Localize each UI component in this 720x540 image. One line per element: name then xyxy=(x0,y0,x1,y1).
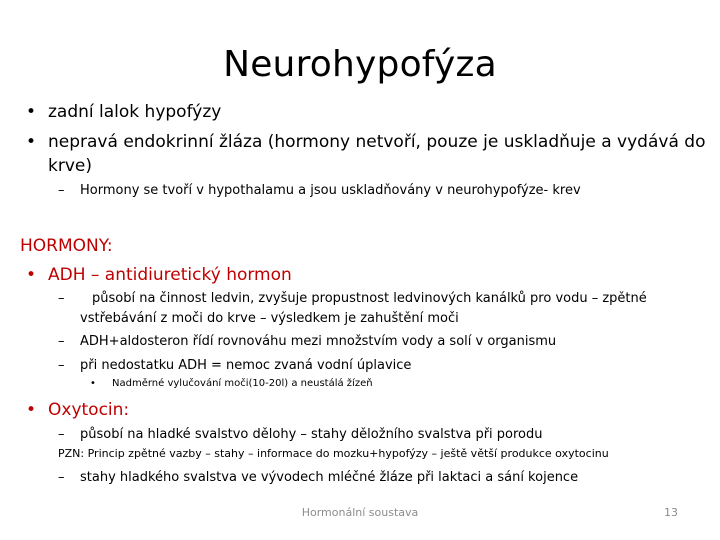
oxytocin-item-2: stahy hladkého svalstva ve vývodech mléčné žláze při laktaci a sání kojence xyxy=(80,470,579,485)
bullet-neprava-zlaza-cont: krve) xyxy=(48,156,92,176)
adh-item-2: ADH+aldosteron řídí rovnováhu mezi množstvím vody a solí v organismu xyxy=(80,334,557,349)
sub-bullet-hormony-tvori: Hormony se tvoří v hypothalamu a jsou uskladňovány v neurohypofýze- krev xyxy=(80,183,581,198)
bullet-neprava-zlaza: nepravá endokrinní žláza (hormony netvoří, pouze je uskladňuje a vydává do xyxy=(48,132,706,152)
slide-title: Neurohypofýza xyxy=(223,44,497,85)
page-number: 13 xyxy=(664,506,678,519)
bullet-marker: • xyxy=(26,102,37,122)
bullet-marker: • xyxy=(90,378,96,389)
bullet-marker: • xyxy=(26,132,37,152)
adh-item-1-cont: vstřebávání z moči do krve – výsledkem je zahuštění moči xyxy=(80,311,459,326)
footer-text: Hormonální soustava xyxy=(301,506,419,519)
dash-marker: – xyxy=(58,334,65,349)
dash-marker: – xyxy=(58,183,65,198)
adh-item-1: působí na činnost ledvin, zvyšuje propustnost ledvinových kanálků pro vodu – zpětné xyxy=(92,291,647,306)
dash-marker: – xyxy=(58,427,65,442)
oxytocin-item-1: působí na hladké svalstvo dělohy – stahy děložního svalstva při porodu xyxy=(80,427,543,442)
dash-marker: – xyxy=(58,291,65,306)
oxytocin-note: PZN: Princip zpětné vazby – stahy – informace do mozku+hypofýzy – ještě větší produkce oxytocinu xyxy=(58,447,609,460)
adh-label: ADH – antidiuretický hormon xyxy=(48,265,292,285)
bullet-marker: • xyxy=(26,265,37,285)
adh-sub-item: Nadměrné vylučování moči(10-20l) a neustálá žízeň xyxy=(112,378,373,389)
dash-marker: – xyxy=(58,358,65,373)
oxytocin-label: Oxytocin: xyxy=(48,400,130,420)
adh-item-3: při nedostatku ADH = nemoc zvaná vodní úplavice xyxy=(80,358,412,373)
dash-marker: – xyxy=(58,470,65,485)
bullet-zadni-lalok: zadní lalok hypofýzy xyxy=(48,102,222,122)
bullet-marker: • xyxy=(26,400,37,420)
hormones-heading: HORMONY: xyxy=(20,236,113,256)
